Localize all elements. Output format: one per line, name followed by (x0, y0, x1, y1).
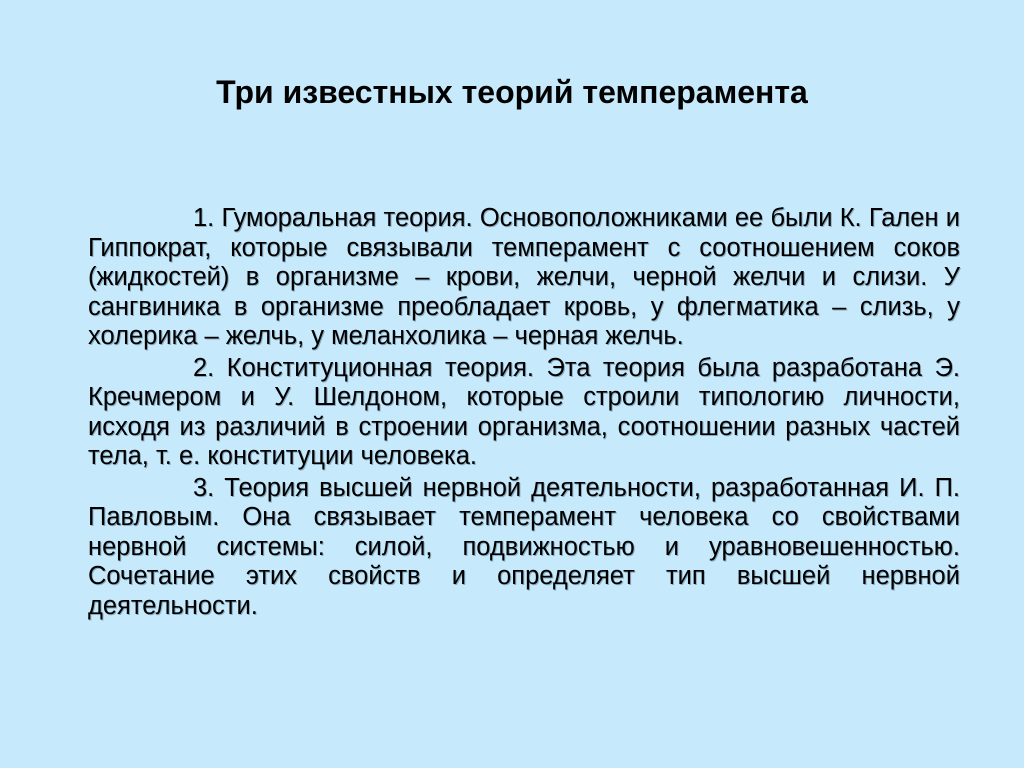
slide-body (88, 204, 960, 623)
slide-title: Три известных теорий темперамента (216, 74, 808, 110)
paragraph-humoral-theory: 1. Гуморальная теория. Основоположниками ее были К. Гален и Гиппократ, которые связывали темперамент с соотношением соков (жидкостей) в организме – крови, желчи, черной желчи и слизи. У сангвиника в организме преобладает кровь, у флегматика – слизь, у холерика – желчь, у меланхолика – черная желчь. (88, 204, 960, 350)
paragraph-higher-nervous-activity-theory: 3. Теория высшей нервной деятельности, разработанная И. П. Павловым. Она связывает темперамент человека со свойствами нервной системы: силой, подвижностью и уравновешенностью. Сочетание этих свойств и определяет тип высшей нервной деятельности. (88, 473, 960, 620)
paragraph-constitutional-theory: 2. Конституционная теория. Эта теория была разработана Э. Кречмером и У. Шелдоном, которые строили типологию личности, исходя из различий в строении организма, соотношении разных частей тела, т. е. конституции человека. (88, 353, 960, 470)
